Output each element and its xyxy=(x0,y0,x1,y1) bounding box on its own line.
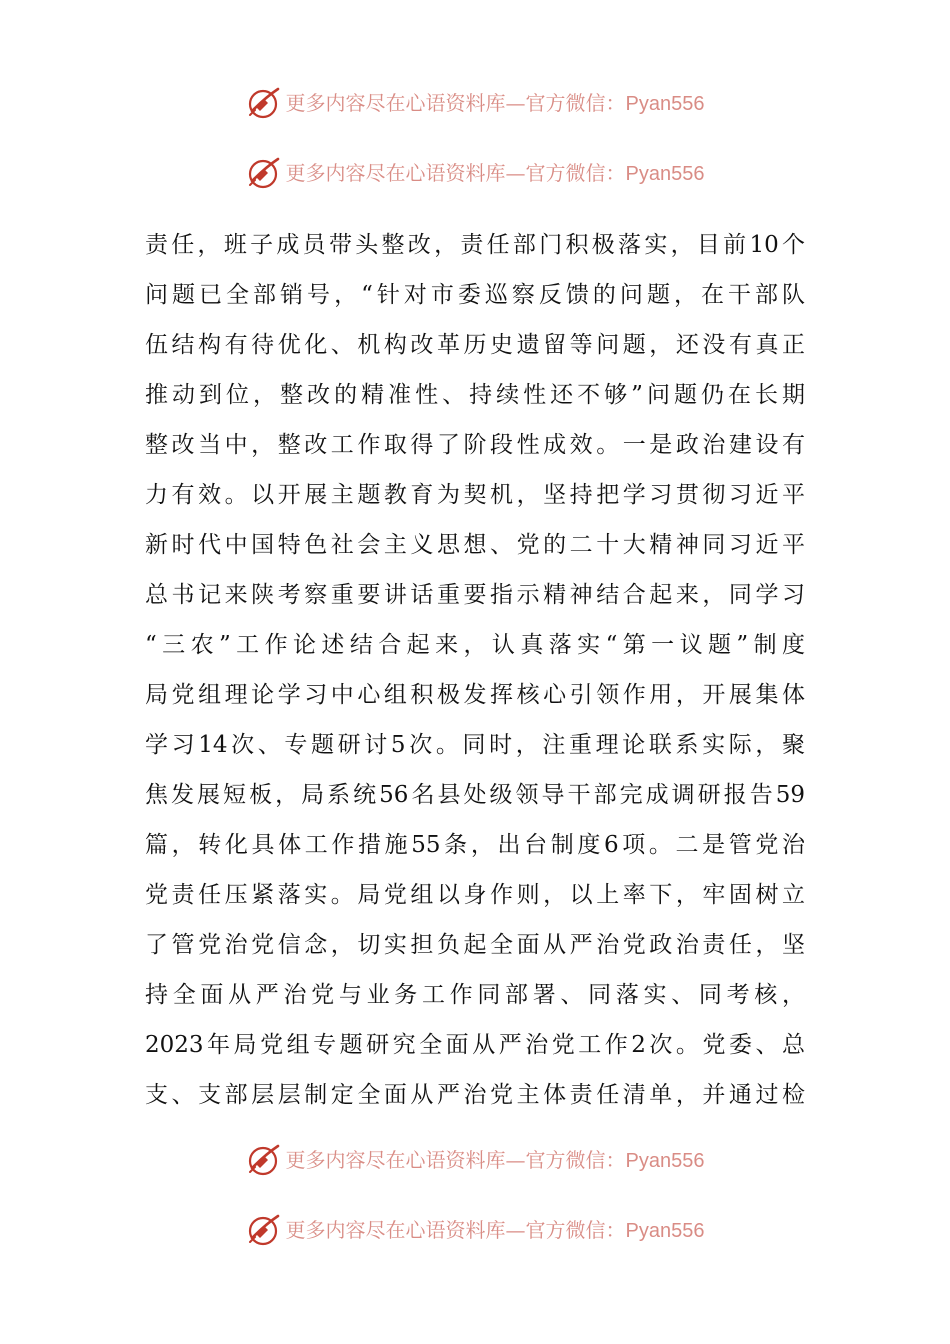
watermark-text: 更多内容尽在心语资料库—官方微信：Pyan556 xyxy=(285,90,705,115)
body-line: 新时代中国特色社会主义思想、党的二十大精神同习近平 xyxy=(145,532,805,558)
body-line: 力有效。以开展主题教育为契机，坚持把学习贯彻习近平 xyxy=(145,482,805,508)
watermark-banner xyxy=(0,153,950,193)
pen-logo-icon xyxy=(246,1142,282,1178)
body-line: 了管党治党信念，切实担负起全面从严治党政治责任，坚 xyxy=(145,932,805,958)
watermark-banner xyxy=(0,1140,950,1180)
body-line: 推动到位，整改的精准性、持续性还不够”问题仍在长期 xyxy=(145,382,805,408)
body-line: 2023年局党组专题研究全面从严治党工作2次。党委、总 xyxy=(145,1032,805,1058)
watermark-text: 更多内容尽在心语资料库—官方微信：Pyan556 xyxy=(285,160,705,185)
pen-logo-icon xyxy=(246,85,282,121)
watermark-text: 更多内容尽在心语资料库—官方微信：Pyan556 xyxy=(285,1147,705,1172)
body-line: 持全面从严治党与业务工作同部署、同落实、同考核， xyxy=(145,982,805,1008)
body-line: 整改当中，整改工作取得了阶段性成效。一是政治建设有 xyxy=(145,432,805,458)
body-line: 党责任压紧落实。局党组以身作则，以上率下，牢固树立 xyxy=(145,882,805,908)
body-line: 学习14次、专题研讨5次。同时，注重理论联系实际，聚 xyxy=(145,732,805,758)
pen-logo-icon xyxy=(246,1212,282,1248)
body-line: 问题已全部销号，“针对市委巡察反馈的问题，在干部队 xyxy=(145,282,805,308)
body-line: 焦发展短板，局系统56名县处级领导干部完成调研报告59 xyxy=(145,782,805,808)
body-line: 支、支部层层制定全面从严治党主体责任清单，并通过检 xyxy=(145,1082,805,1108)
document-body xyxy=(145,220,805,1120)
body-line: 局党组理论学习中心组积极发挥核心引领作用，开展集体 xyxy=(145,682,805,708)
watermark-banner xyxy=(0,1210,950,1250)
pen-logo-icon xyxy=(246,155,282,191)
watermark-text: 更多内容尽在心语资料库—官方微信：Pyan556 xyxy=(285,1217,705,1242)
body-line: 责任，班子成员带头整改，责任部门积极落实，目前10个 xyxy=(145,232,805,258)
body-line: 总书记来陕考察重要讲话重要指示精神结合起来，同学习 xyxy=(145,582,805,608)
body-line: “三农”工作论述结合起来，认真落实“第一议题”制度 xyxy=(145,632,805,658)
watermark-banner xyxy=(0,83,950,123)
body-line: 篇，转化具体工作措施55条，出台制度6项。二是管党治 xyxy=(145,832,805,858)
body-line: 伍结构有待优化、机构改革历史遗留等问题，还没有真正 xyxy=(145,332,805,358)
